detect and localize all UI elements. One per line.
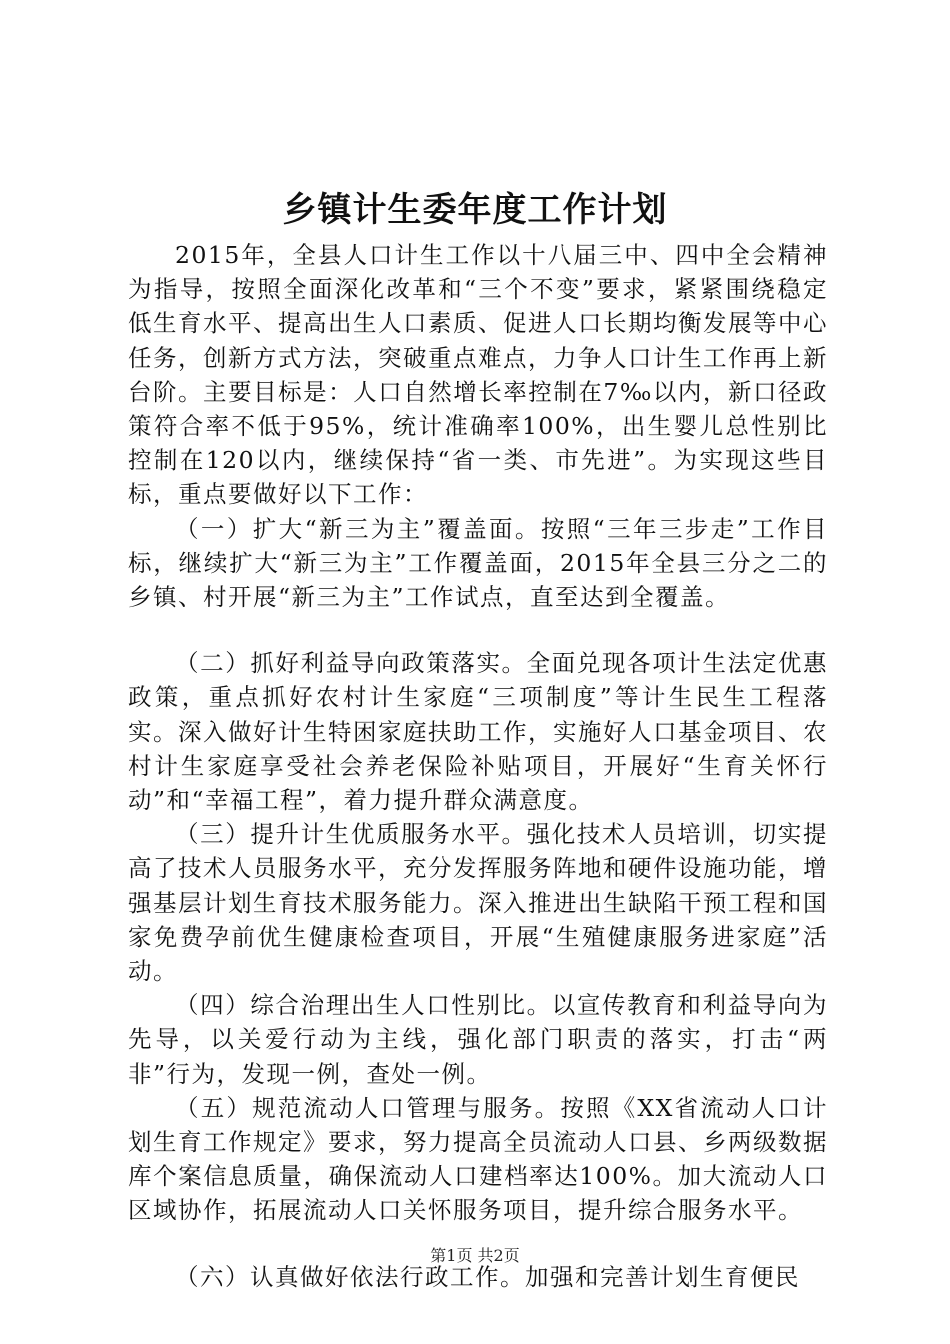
paragraph-item-5: （五）规范流动人口管理与服务。按照《XX省流动人口计划生育工作规定》要求，努力提高全员流动人口县、乡两级数据库个案信息质量，确保流动人口建档率达100%。加大流动人口区域协作，拓展流动人口关怀服务项目，提升综合服务水平。 — [128, 1093, 828, 1225]
paragraph-item-3: （三）提升计生优质服务水平。强化技术人员培训，切实提高了技术人员服务水平，充分发挥服务阵地和硬件设施功能，增强基层计划生育技术服务能力。深入推进出生缺陷干预工程和国家免费孕前优生健康检查项目，开展“生殖健康服务进家庭”活动。 — [128, 820, 828, 986]
paragraph-item-2: （二）抓好利益导向政策落实。全面兑现各项计生法定优惠政策，重点抓好农村计生家庭“三项制度”等计生民生工程落实。深入做好计生特困家庭扶助工作，实施好人口基金项目、农村计生家庭享受社会养老保险补贴项目，开展好“生育关怀行动”和“幸福工程”，着力提升群众满意度。 — [128, 649, 828, 815]
document-title: 乡镇计生委年度工作计划 — [282, 190, 668, 230]
paragraph-item-4: （四）综合治理出生人口性别比。以宣传教育和利益导向为先导，以关爱行动为主线，强化部门职责的落实，打击“两非”行为，发现一例，查处一例。 — [128, 991, 828, 1088]
paragraph-item-6: （六）认真做好依法行政工作。加强和完善计划生育便民 — [175, 1262, 800, 1291]
page-footer: 第1页 共2页 — [430, 1246, 520, 1265]
document-body — [128, 238, 828, 1294]
paragraph-item-1: （一）扩大“新三为主”覆盖面。按照“三年三步走”工作目标，继续扩大“新三为主”工作覆盖面，2015年全县三分之二的乡镇、村开展“新三为主”工作试点，直至达到全覆盖。 — [128, 514, 828, 612]
paragraph-intro: 2015年，全县人口计生工作以十八届三中、四中全会精神为指导，按照全面深化改革和“三个不变”要求，紧紧围绕稳定低生育水平、提高出生人口素质、促进人口长期均衡发展等中心任务，创新方式方法，突破重点难点，力争人口计生工作再上新台阶。主要目标是：人口自然增长率控制在7‰以内，新口径政策符合率不低于95%，统计准确率100%，出生婴儿总性别比控制在120以内，继续保持“省一类、市先进”。为实现这些目标，重点要做好以下工作： — [128, 241, 828, 509]
